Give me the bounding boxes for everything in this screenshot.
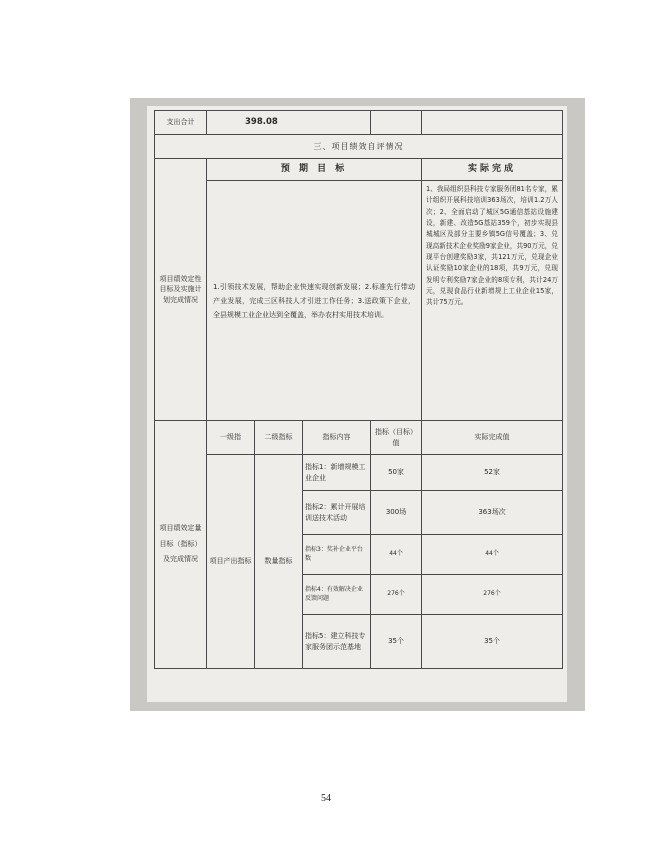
expenditure-total-label: 支出合计 xyxy=(155,111,207,135)
level1-value: 项目产出指标 xyxy=(207,455,255,669)
qualitative-body-row xyxy=(155,181,563,421)
content-header: 指标内容 xyxy=(303,421,371,455)
indicator-target: 35个 xyxy=(371,615,422,669)
indicator-target: 276个 xyxy=(371,575,422,615)
expenditure-total-row xyxy=(155,111,563,135)
target-header: 指标（目标）值 xyxy=(371,421,422,455)
section-title-row xyxy=(155,135,563,159)
indicator-content: 指标3：奖补企业平台数 xyxy=(303,535,371,575)
quantitative-row-label: 项目绩效定量目标（指标）及完成情况 xyxy=(155,421,207,669)
indicator-target: 44个 xyxy=(371,535,422,575)
empty-cell xyxy=(422,111,563,135)
indicator-actual: 35个 xyxy=(422,615,563,669)
indicator-content: 指标2：累计开展培训送技术活动 xyxy=(303,491,371,535)
page-number: 54 xyxy=(321,793,331,804)
indicator-content: 指标5：建立科技专家服务团示范基地 xyxy=(303,615,371,669)
indicator-actual: 52家 xyxy=(422,455,563,491)
level2-value: 数量指标 xyxy=(255,455,303,669)
qualitative-header-row xyxy=(155,159,563,181)
section-title: 三、项目绩效自评情况 xyxy=(155,135,563,159)
level1-header: 一级指 xyxy=(207,421,255,455)
actual-value-header: 实际完成值 xyxy=(422,421,563,455)
paper-sheet xyxy=(147,106,567,702)
performance-table xyxy=(154,110,563,669)
indicator-actual: 363场次 xyxy=(422,491,563,535)
quantitative-header-row xyxy=(155,421,563,455)
qualitative-row-label: 项目绩效定性目标及实施计划完成情况 xyxy=(155,159,207,421)
indicator-actual: 44个 xyxy=(422,535,563,575)
expenditure-total-value: 398.08 xyxy=(207,111,371,135)
document-photo xyxy=(130,98,585,711)
level2-header: 二级指标 xyxy=(255,421,303,455)
indicator-actual: 276个 xyxy=(422,575,563,615)
expected-goal-header: 预 期 目 标 xyxy=(207,159,422,181)
expected-goal-text: 1.引领技术发展，帮助企业快速实现创新发展；2.标准先行带动产业发展，完成三区科技人才引进工作任务；3.送政策下企业，全县规模工业企业达到全覆盖，举办农村实用技术培训。 xyxy=(207,181,422,421)
actual-completion-header: 实际完成 xyxy=(422,159,563,181)
actual-completion-text: 1、我局组织县科技专家服务团81名专家，累计组织开展科技培训363场次，培训1.2万人次；2、全面启动了城区5G通信基站设施建设，新建、改造5G基站359个，初步实现县城城区及部分主要乡镇5G信号覆盖；3、兑现高新技术企业奖励9家企业，共90万元，兑现平台创建奖励3家，共121万元，兑现企业认证奖励10家企业的18项，共9万元，兑现发明专利奖励7家企业的8项专利，共计24万元，兑现食品行业新增规上工业企业15家，共计75万元。 xyxy=(422,181,563,421)
indicator-row xyxy=(155,455,563,491)
indicator-target: 300场 xyxy=(371,491,422,535)
indicator-content: 指标1：新增规模工业企业 xyxy=(303,455,371,491)
empty-cell xyxy=(371,111,422,135)
indicator-content: 指标4：有效解决企业反馈问题 xyxy=(303,575,371,615)
indicator-target: 50家 xyxy=(371,455,422,491)
